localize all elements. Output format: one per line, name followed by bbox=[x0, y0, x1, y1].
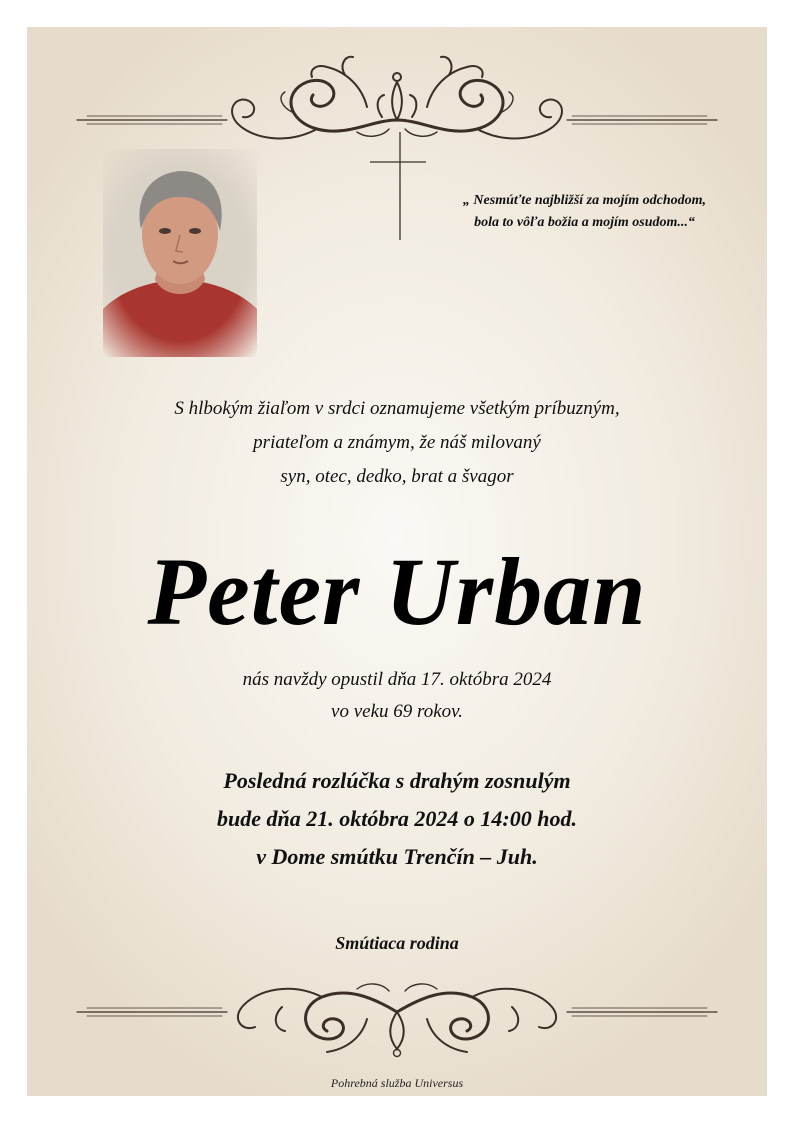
farewell-line: bude dňa 21. októbra 2024 o 14:00 hod. bbox=[217, 806, 577, 831]
memorial-quote bbox=[412, 190, 757, 234]
obituary-sheet bbox=[27, 27, 767, 1096]
intro-line: priateľom a známym, že náš milovaný bbox=[253, 432, 541, 453]
quote-line: bola to vôľa božia a mojím osudom...“ bbox=[474, 215, 695, 230]
death-date-line: nás navždy opustil dňa 17. októbra 2024 bbox=[242, 669, 552, 690]
quote-line: „ Nesmúťte najbližší za mojím odchodom, bbox=[462, 193, 707, 208]
bottom-flourish-ornament bbox=[27, 957, 767, 1067]
farewell-line: Posledná rozlúčka s drahým zosnulým bbox=[223, 768, 571, 793]
age-line: vo veku 69 rokov. bbox=[331, 701, 463, 722]
intro-line: syn, otec, dedko, brat a švagor bbox=[280, 466, 514, 487]
announcement-intro bbox=[47, 392, 747, 494]
farewell-line: v Dome smútku Trenčín – Juh. bbox=[256, 844, 538, 869]
deceased-portrait bbox=[103, 149, 257, 357]
intro-line: S hlbokým žiaľom v srdci oznamujeme všetkým príbuzným, bbox=[174, 398, 620, 419]
death-details bbox=[47, 664, 747, 728]
deceased-name: Peter Urban bbox=[147, 538, 647, 645]
funeral-details bbox=[47, 762, 747, 876]
mourning-family: Smútiaca rodina bbox=[335, 933, 459, 953]
funeral-service-credit: Pohrebná služba Universus bbox=[330, 1076, 464, 1090]
